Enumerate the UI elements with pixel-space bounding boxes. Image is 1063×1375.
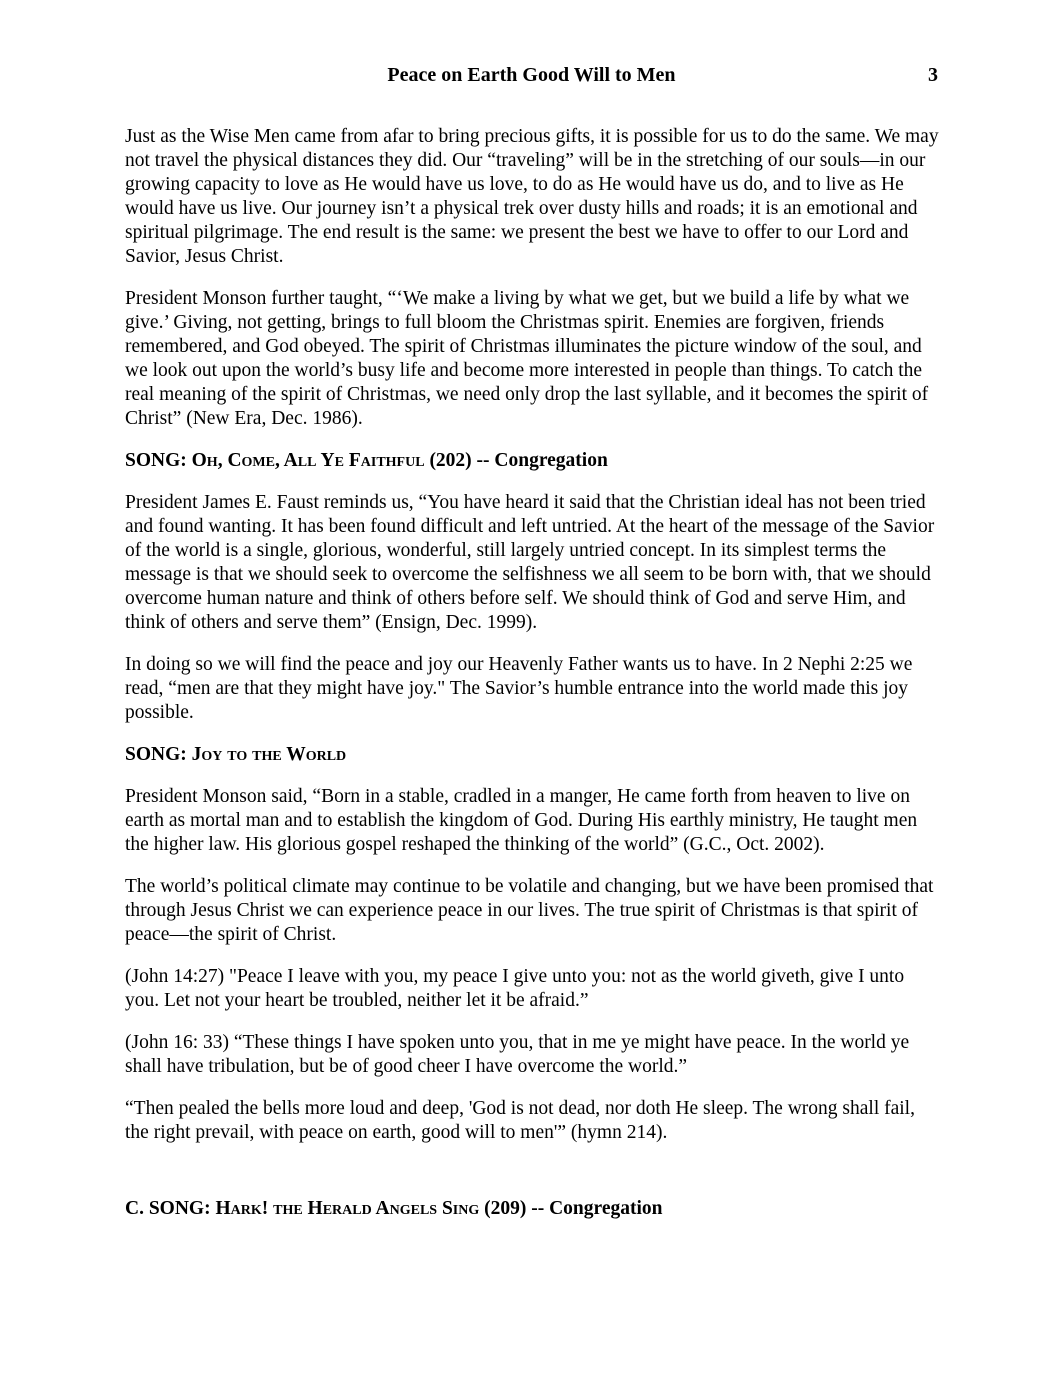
- paragraph-john-14-27: (John 14:27) "Peace I leave with you, my peace I give unto you: not as the world giveth, give I unto you. Let not your heart be troubled, neither let it be afraid.”: [125, 966, 905, 1011]
- song-heading-oh-come: [125, 449, 940, 473]
- song-title: Oh, Come, All Ye Faithful: [191, 450, 425, 471]
- paragraph-john-16-33: (John 16: 33) “These things I have spoken unto you, that in me ye might have peace. In the world ye shall have tribulation, but be of good cheer I have overcome the world.”: [125, 1032, 910, 1077]
- paragraph-monson-stable: President Monson said, “Born in a stable, cradled in a manger, He came forth from heaven to live on earth as mortal man and to establish the kingdom of God. During His earthly ministry, He taught men the higher law. His glorious gospel reshaped the thinking of the world” (G.C., Oct. 2002).: [125, 786, 918, 855]
- page-number: 3: [928, 64, 938, 86]
- paragraph-political-climate: The world’s political climate may continue to be volatile and changing, but we have been promised that through Jesus Christ we can experience peace in our lives. The true spirit of Christmas is that spirit of peace—the spirit of Christ.: [125, 876, 934, 945]
- paragraph-faust: President James E. Faust reminds us, “You have heard it said that the Christian ideal has not been tried and found wanting. It has been found difficult and left untried. At the heart of the message of the Savior of the world is a single, glorious, wonderful, still largely untried concept. In its simplest terms the message is that we should seek to overcome the selfishness we all seem to be born with, that we should overcome human nature and think of others before self. We should think of God and serve Him, and think of others and serve them” (Ensign, Dec. 1999).: [125, 492, 935, 633]
- paragraph-hymn-214: “Then pealed the bells more loud and deep, 'God is not dead, nor doth He sleep. The wrong shall fail, the right prevail, with peace on earth, good will to men'” (hymn 214).: [125, 1098, 915, 1143]
- song-prefix: C. SONG:: [125, 1198, 216, 1219]
- document-title: Peace on Earth Good Will to Men: [387, 64, 676, 86]
- page-header: [125, 62, 938, 88]
- song-suffix: (202) -- Congregation: [424, 450, 608, 471]
- paragraph-wise-men: Just as the Wise Men came from afar to bring precious gifts, it is possible for us to do the same. We may not travel the physical distances they did. Our “traveling” will be in the stretching of our souls—in our growing capacity to love as He would have us love, to do as He would have us do, and to live as He would have us live. Our journey isn’t a physical trek over dusty hills and roads; it is an emotional and spiritual pilgrimage. The end result is the same: we present the best we have to offer to our Lord and Savior, Jesus Christ.: [125, 126, 939, 267]
- song-heading-hark-the-herald: [125, 1197, 940, 1221]
- song-title: Hark! the Herald Angels Sing: [215, 1198, 480, 1219]
- paragraph-monson-giving: President Monson further taught, “‘We make a living by what we get, but we build a life by what we give.’ Giving, not getting, brings to full bloom the Christmas spirit. Enemies are forgiven, friends remembered, and God obeyed. The spirit of Christmas illuminates the picture window of the soul, and we look out upon the world’s busy life and become more interested in people than things. To catch the real meaning of the spirit of Christmas, we need only drop the last syllable, and it becomes the spirit of Christ” (New Era, Dec. 1986).: [125, 288, 929, 429]
- document-body: [125, 125, 940, 1239]
- song-title: Joy to the World: [191, 744, 347, 765]
- paragraph-joy: In doing so we will find the peace and joy our Heavenly Father wants us to have. In 2 Nephi 2:25 we read, “men are that they might have joy." The Savior’s humble entrance into the world made this joy possible.: [125, 654, 913, 723]
- song-heading-joy-to-the-world: [125, 743, 940, 767]
- song-suffix: (209) -- Congregation: [479, 1198, 663, 1219]
- song-prefix: SONG:: [125, 744, 192, 765]
- song-prefix: SONG:: [125, 450, 192, 471]
